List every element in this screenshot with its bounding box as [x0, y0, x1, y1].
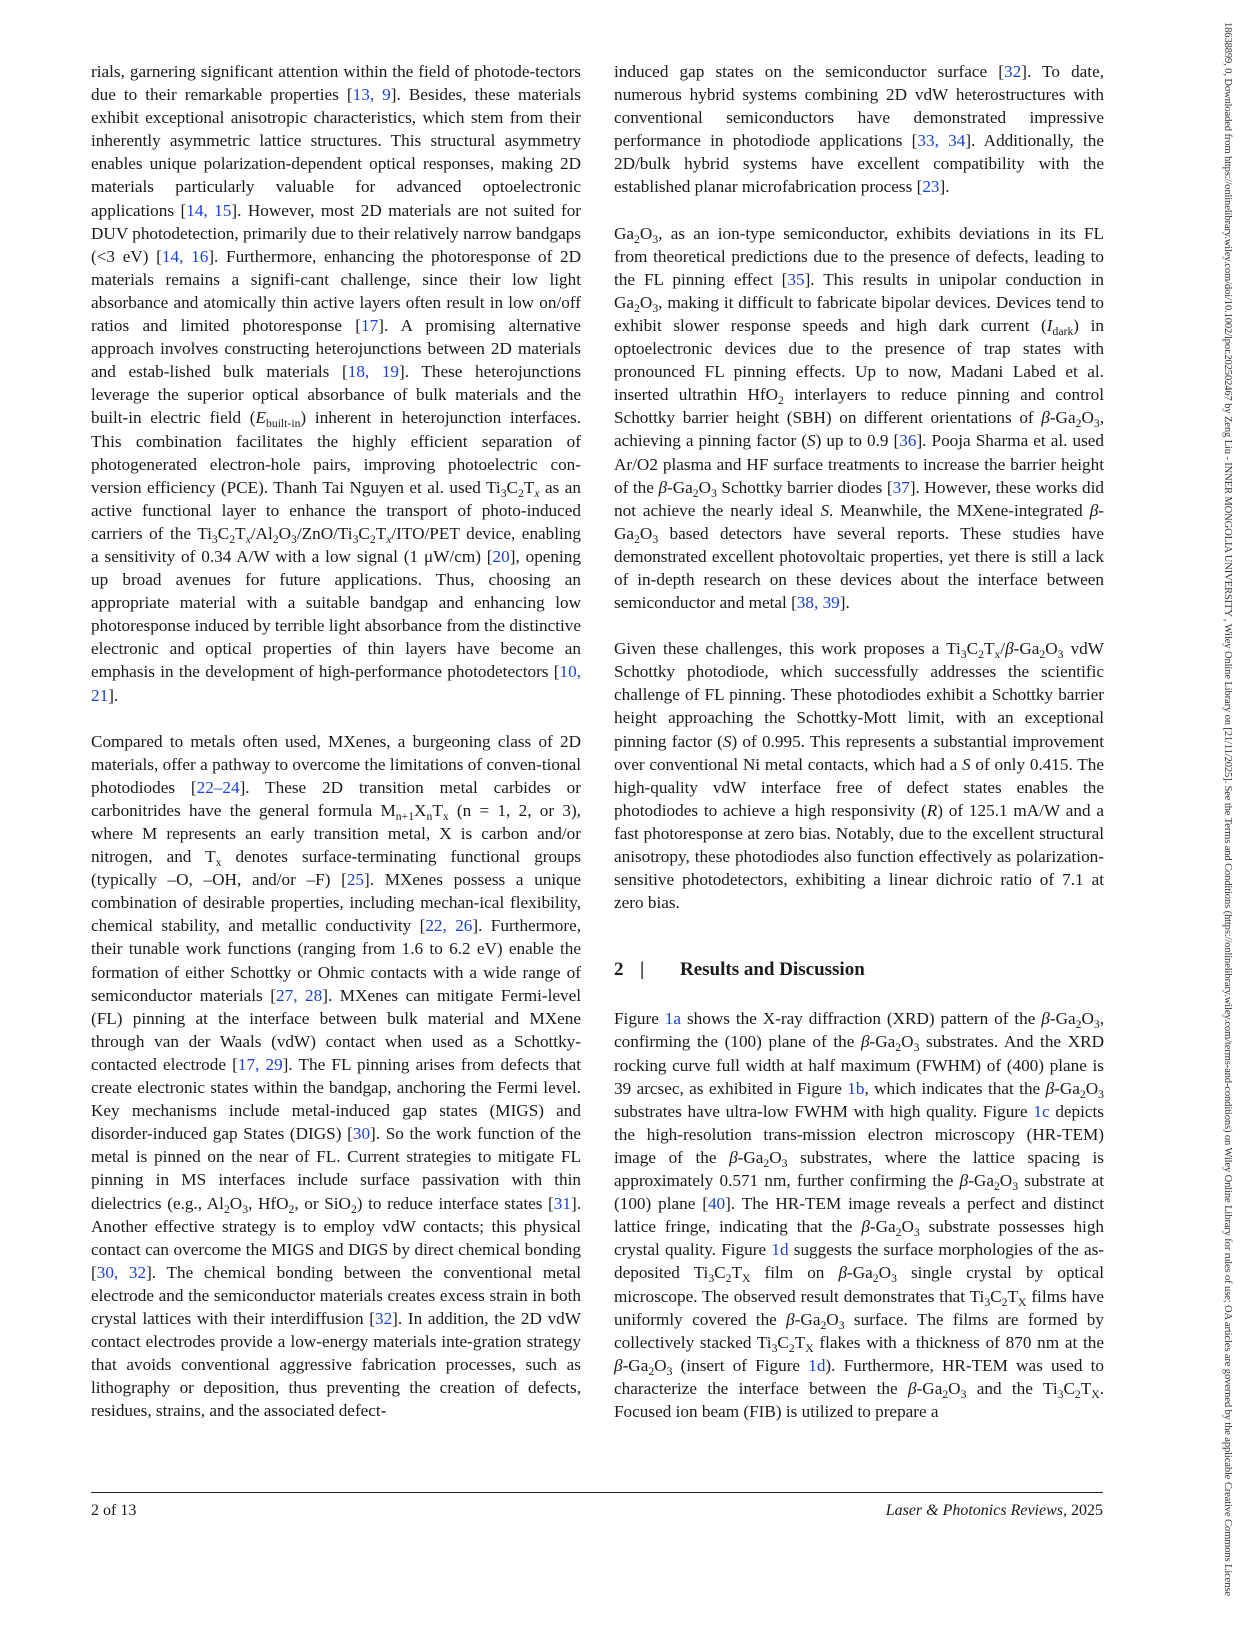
- page-number: 2 of 13: [91, 1502, 137, 1519]
- subscript: x: [994, 648, 1001, 662]
- subscript: 3: [1012, 1180, 1019, 1194]
- italic-symbol: β: [861, 1217, 870, 1237]
- citation-link[interactable]: 1b: [847, 1078, 865, 1098]
- citation-link[interactable]: 10, 21: [91, 662, 581, 705]
- paragraph: Compared to metals often used, MXenes, a burgeoning class of 2D materials, offer a pathway to overcome the limitations of conven-tional photodiodes [22–24]. These 2D transition metal carbides or carbonitrides have the general formula $M_{n+1}X_nT_x$ (n = 1, 2, or 3), where M represents an early transition metal, X is carbon and/or nitrogen, and $T_x$ denotes surface-terminating functional groups (typically –O, –OH, and/or –F) [25]. MXenes possess a unique combination of desirable properties, including mechan-ical flexibility, chemical stability, and metallic conductivity [22, 26]. Furthermore, their tunable work functions (ranging from 1.6 to 6.2 eV) enable the formation of either Schottky or Ohmic contacts with a wide range of semiconductor materials [27, 28]. MXenes can mitigate Fermi-level (FL) pinning at the interface between bulk material and MXene through van der Waals (vdW) contact when used as a Schottky-contacted electrode [17, 29]. The FL pinning arises from defects that create electronic states within the bandgap, anchoring the Fermi level. Key mechanisms include metal-induced gap states (MIGS) and disorder-induced gap States (DIGS) [30]. So the work function of the metal is pinned on the near of FL. Current strategies to mitigate FL pinning in MS interfaces include surface passivation with thin dielectrics (e.g., $Al_2O_3$, HfO$_2$, or SiO$_2$) to reduce interface states [31]. Another effective strategy is to employ vdW contacts; this physical contact can overcome the MIGS and DIGS by direct chemical bonding [30, 32]. The chemical bonding between the conventional metal electrode and the semiconductor materials creates excess strain in both crystal lattices with their interdiffusion [32]. In addition, the 2D vdW contact electrodes provide a low-energy materials inte-gration strategy that avoids conventional aggressive fabrication processes, such as lithography or deposition, thus preventing the creation of defects, residues, strains, and the associated defect-: [91, 731, 582, 1421]
- citation-link[interactable]: 38, 39: [796, 593, 840, 613]
- left-column: [91, 60, 581, 1445]
- citation-link[interactable]: 40: [707, 1194, 726, 1214]
- subscript: 3: [1093, 417, 1100, 431]
- subscript: 2: [648, 1364, 655, 1378]
- subscript: 2: [778, 394, 784, 408]
- citation-link[interactable]: 14, 15: [186, 200, 232, 220]
- citation-link[interactable]: 1c: [1033, 1101, 1050, 1121]
- subscript: 2: [350, 1202, 357, 1216]
- subscript: 3: [1057, 648, 1064, 662]
- paragraph: Figure 1a shows the X-ray diffraction (XRD) pattern of the $\beta-Ga_2O_3$, confirming the (100) plane of the $\beta-Ga_2O_3$ substrates. And the XRD rocking curve full width at half maximum (FWHM) of (400) plane is 39 arcsec, as exhibited in Figure 1b, which indicates that the $\beta-Ga_2O_3$ substrates have ultra-low FWHM with high quality. Figure 1c depicts the high-resolution trans-mission electron microscopy (HR-TEM) image of the $\beta-Ga_2O_3$ substrates, where the lattice spacing is approximately 0.571 nm, further confirming the $\beta-Ga_2O_3$ substrate at (100) plane [40]. The HR-TEM image reveals a perfect and distinct lattice fringe, indicating that the $\beta-Ga_2O_3$ substrate possesses high crystal quality. Figure 1d suggests the surface morphologies of the as-deposited $Ti_3C_2T_X$ film on $\beta-Ga_2O_3$ single crystal by optical microscope. The observed result demonstrates that $Ti_3C_2T_X$ films have uniformly covered the $\beta-Ga_2O_3$ surface. The films are formed by collectively stacked $Ti_3C_2T_X$ flakes with a thickness of 870 nm at the $\beta-Ga_2O_3$ (insert of Figure 1d). Furthermore, HR-TEM was used to characterize the interface between the $\beta-Ga_2O_3$ and the $Ti_3C_2T_X$. Focused ion beam (FIB) is utilized to prepare a: [614, 1009, 1105, 1421]
- italic-symbol: β: [1041, 408, 1050, 428]
- citation-link[interactable]: 30: [352, 1124, 371, 1144]
- paragraph: Given these challenges, this work proposes a $Ti_3C_2T_x/\beta-Ga_2O_3$ vdW Schottky photodiode, which successfully addresses the scientific challenge of FL pinning. These photodiodes exhibit a Schottky barrier height approaching the Schottky-Mott limit, with an exceptional pinning factor (S) of 0.995. This represents a substantial improvement over conventional Ni metal contacts, which had a S of only 0.415. The high-quality vdW interface free of defect states enables the photodiodes to achieve a high responsivity (R) of 125.1 mA/W and a fast photoresponse at zero bias. Notably, due to the excellent structural anisotropy, these photodiodes also function effectively as polarization-sensitive photodetectors, exhibiting a linear dichroic ratio of 7.1 at zero bias.: [614, 639, 1104, 913]
- citation-link[interactable]: 31: [553, 1193, 571, 1213]
- subscript: built-in: [266, 417, 301, 431]
- section-number: 2: [614, 959, 624, 981]
- paragraph: induced gap states on the semiconductor surface [32]. To date, numerous hybrid systems combining 2D vdW heterostructures with conventional semiconductors have demonstrated impressive performance in photodiode applications [33, 34]. Additionally, the 2D/bulk hybrid systems have excellent compatibility with the established planar microfabrication process [23].: [614, 62, 1105, 197]
- italic-symbol: β: [1041, 1009, 1050, 1029]
- subscript: 2: [1001, 1295, 1008, 1309]
- subscript: x: [245, 532, 251, 546]
- citation-link[interactable]: 33, 34: [917, 131, 966, 151]
- subscript: 2: [820, 1318, 827, 1332]
- subscript: 2: [369, 532, 376, 546]
- subscript: x: [386, 532, 392, 546]
- italic-symbol: β: [959, 1171, 969, 1191]
- subscript: 3: [891, 1272, 897, 1286]
- subscript: x: [442, 809, 449, 823]
- journal-name: Laser & Photonics Reviews: [885, 1502, 1063, 1519]
- citation-link[interactable]: 17: [361, 316, 379, 336]
- subscript: X: [805, 1341, 814, 1355]
- citation-link[interactable]: 14, 16: [161, 246, 209, 266]
- subscript: 3: [960, 648, 967, 662]
- italic-symbol: β: [658, 477, 667, 497]
- subscript: 2: [872, 1272, 879, 1286]
- footer-divider: [91, 1492, 1103, 1493]
- subscript: n+1: [395, 809, 415, 823]
- citation-link[interactable]: 25: [346, 870, 365, 890]
- subscript: 2: [763, 1157, 770, 1171]
- subscript: X: [1091, 1387, 1100, 1401]
- subscript: 2: [1039, 648, 1046, 662]
- subscript: 2: [634, 301, 640, 315]
- subscript: 3: [781, 1157, 788, 1171]
- italic-symbol: β: [838, 1263, 848, 1283]
- paragraph: rials, garnering significant attention within the field of photode-tectors due to their remarkable properties [13, 9]. Besides, these materials exhibit exceptional anisotropic characteristics, which stem from their inherently asymmetric lattice structures. This structural asymmetry enables unique polarization-dependent optical responses, making 2D materials particularly valuable for advanced optoelectronic applications [14, 15]. However, most 2D materials are not suited for DUV photodetection, primarily due to their relatively narrow bandgaps (<3 eV) [14, 16]. Furthermore, enhancing the photoresponse of 2D materials remains a signifi-cant challenge, since their low light absorbance and atomically thin active layers often result in low on/off ratios and limited photoresponse [17]. A promising alternative approach involves constructing heterojunctions between 2D materials and estab-lished bulk materials [18, 19]. These heterojunctions leverage the superior optical absorbance of bulk materials and the built-in electric field $(E_{built-in})$ inherent in heterojunction interfaces. This combination facilitates the highly efficient separation of photogenerated electron-hole pairs, improving photoelectric con-version efficiency (PCE). Thanh Tai Nguyen et al. used $Ti_3C_2T_x$ as an active functional layer to enhance the transport of photo-induced carriers of the $Ti_3C_2T_x/Al_2O_3/ZnO/Ti_3C_2T_x/ITO$/PET device, enabling a sensitivity of 0.34 A/W with a low signal (1 μW/cm) [20], opening up broad avenues for future applications. Thus, choosing an appropriate material with a suitable bandgap and enhancing low photoresponse induced by terrible light absorbance from the distinctive electronic and optical properties of thin layers have become an emphasis in the development of high-performance photodetectors [10, 21].: [91, 62, 582, 705]
- italic-symbol: S: [820, 500, 830, 520]
- citation-link[interactable]: 32: [1004, 62, 1022, 81]
- subscript: X: [741, 1272, 751, 1286]
- subscript: 2: [223, 1202, 230, 1216]
- citation-link[interactable]: 35: [787, 269, 805, 289]
- citation-link[interactable]: 18, 19: [347, 362, 400, 382]
- italic-symbol: β: [1045, 1078, 1055, 1098]
- subscript: 3: [211, 532, 218, 546]
- citation-link[interactable]: 23: [922, 177, 940, 197]
- subscript: 3: [500, 486, 507, 500]
- subscript: 3: [652, 301, 659, 315]
- italic-symbol: β: [614, 1355, 623, 1375]
- subscript: 3: [652, 532, 659, 546]
- subscript: 2: [895, 1041, 902, 1055]
- subscript: 2: [272, 532, 279, 546]
- subscript: 2: [518, 486, 524, 500]
- italic-symbol: β: [729, 1147, 738, 1167]
- journal-footer: [886, 1502, 1103, 1520]
- italic-symbol: S: [806, 431, 816, 451]
- journal-year: , 2025: [1063, 1502, 1103, 1519]
- subscript: 2: [1075, 1018, 1082, 1032]
- subscript: 2: [1079, 1087, 1086, 1101]
- subscript: 3: [242, 1202, 249, 1216]
- italic-symbol: β: [1089, 500, 1099, 520]
- subscript: 2: [895, 1226, 902, 1240]
- subscript: 3: [708, 1272, 715, 1286]
- subscript: 3: [290, 532, 297, 546]
- subscript: x: [215, 856, 222, 870]
- subscript: 2: [788, 1341, 795, 1355]
- subscript: 3: [913, 1041, 920, 1055]
- subscript: 2: [634, 232, 640, 246]
- italic-symbol: R: [926, 800, 938, 820]
- subscript: 2: [692, 486, 699, 500]
- subscript: 3: [652, 232, 659, 246]
- subscript: 3: [960, 1387, 967, 1401]
- citation-link[interactable]: 20: [492, 546, 510, 566]
- citation-link[interactable]: 13, 9: [352, 85, 391, 105]
- section-title: Results and Discussion: [680, 959, 865, 981]
- subscript: 2: [942, 1387, 949, 1401]
- citation-link[interactable]: 32: [374, 1308, 393, 1328]
- subscript: 3: [666, 1364, 673, 1378]
- citation-link[interactable]: 30, 32: [96, 1262, 147, 1282]
- subscript: 2: [229, 532, 236, 546]
- citation-link[interactable]: 37: [892, 477, 910, 497]
- right-column: [614, 60, 1104, 1446]
- subscript: x: [534, 486, 540, 500]
- italic-symbol: S: [722, 731, 732, 751]
- italic-symbol: β: [1005, 639, 1014, 659]
- citation-link[interactable]: 36: [899, 431, 917, 451]
- subscript: 2: [993, 1180, 1000, 1194]
- subscript: 3: [838, 1318, 845, 1332]
- citation-link[interactable]: 27, 28: [276, 985, 323, 1005]
- citation-link[interactable]: 17, 29: [237, 1054, 283, 1074]
- subscript: X: [1017, 1295, 1027, 1309]
- italic-symbol: I: [1046, 315, 1053, 335]
- italic-symbol: β: [860, 1032, 870, 1052]
- paragraph: $Ga_2O_3$, as an ion-type semiconductor, exhibits deviations in its FL from theoretical predictions due to the presence of defects, leading to the FL pinning effect [35]. This results in unipolar conduction in $Ga_2O_3$, making it difficult to fabricate bipolar devices. Devices tend to exhibit slower response speeds and high dark current $(I_{dark})$ in optoelectronic devices due to the presence of trap states with pronounced FL pinning effects. Up to now, Madani Labed et al. inserted ultrathin HfO$_2$ interlayers to reduce pinning and control Schottky barrier height (SBH) on different orientations of $\beta-Ga_2O_3$, achieving a pinning factor (S) up to 0.9 [36]. Pooja Sharma et al. used Ar/O2 plasma and HF surface treatments to increase the barrier height of the $\beta-Ga_2O_3$ Schottky barrier diodes [37]. However, these works did not achieve the nearly ideal S. Meanwhile, the MXene-integrated $\beta-Ga_2O_3$ based detectors have several reports. These studies have demonstrated excellent photovoltaic properties, yet there is still a lack of in-depth research on these devices about the interface between semiconductor and metal [38, 39].: [614, 223, 1105, 613]
- subscript: 3: [1098, 1087, 1104, 1101]
- section-separator: |: [640, 959, 645, 981]
- subscript: 3: [913, 1226, 920, 1240]
- subscript: 2: [288, 1202, 295, 1216]
- download-notice-sidebar: 18638899, 0, Downloaded from https://onlinelibrary.wiley.com/doi/10.1002/lpor.202502467 by Zeng Liu - INNER MONGOLIA UNIVERSITY , Wiley Online Library on [21/11/2025]. See the Terms and Conditions (https://onlinelibrary.wiley.com/terms-and-conditions) on Wiley Online Library for rules of use; OA articles are governed by the applicable Creative Commons License: [1222, 22, 1233, 1596]
- subscript: 2: [1075, 417, 1082, 431]
- citation-link[interactable]: 1d: [808, 1355, 826, 1375]
- italic-symbol: S: [962, 754, 971, 774]
- citation-link[interactable]: 1d: [771, 1240, 789, 1260]
- subscript: 3: [711, 486, 717, 500]
- citation-link[interactable]: 1a: [664, 1009, 682, 1029]
- citation-link[interactable]: 22, 26: [425, 916, 473, 936]
- section-heading: [614, 958, 1104, 981]
- subscript: n: [426, 809, 433, 823]
- subscript: 3: [771, 1341, 778, 1355]
- citation-link[interactable]: 22–24: [196, 777, 240, 797]
- subscript: 3: [1093, 1018, 1100, 1032]
- subscript: 3: [1057, 1387, 1064, 1401]
- italic-symbol: β: [786, 1309, 795, 1329]
- subscript: 3: [984, 1295, 991, 1309]
- italic-symbol: E: [255, 408, 266, 428]
- subscript: 2: [634, 532, 640, 546]
- subscript: 2: [1074, 1387, 1081, 1401]
- subscript: dark: [1052, 325, 1074, 339]
- subscript: 2: [978, 648, 984, 662]
- italic-symbol: β: [908, 1378, 917, 1398]
- subscript: 2: [725, 1272, 732, 1286]
- subscript: 3: [352, 532, 359, 546]
